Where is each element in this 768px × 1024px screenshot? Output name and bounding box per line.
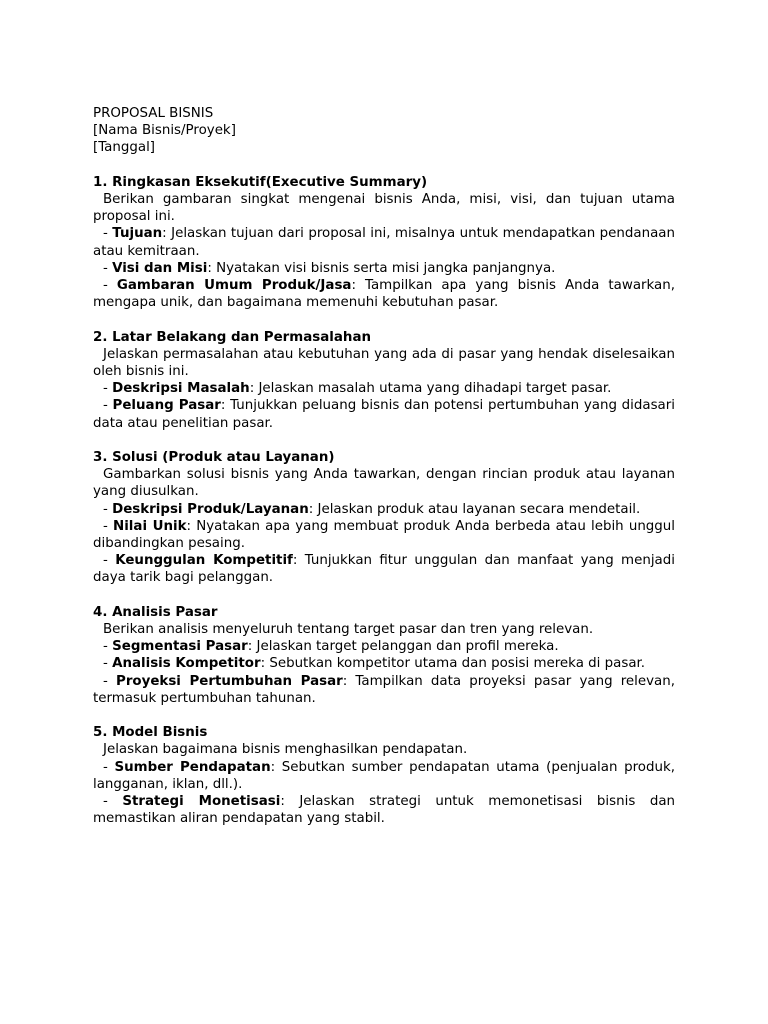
item-term: Sumber Pendapatan [114, 759, 271, 775]
item-term: Visi dan Misi [112, 260, 208, 276]
section-title: 2. Latar Belakang dan Permasalahan [93, 329, 372, 345]
item-term: Deskripsi Produk/Layanan [112, 501, 309, 517]
list-item: - Deskripsi Produk/Layanan: Jelaskan produk atau layanan secara mendetail. [103, 501, 641, 517]
section-intro: Gambarkan solusi bisnis yang Anda tawarkan, dengan rincian produk atau layanan yang diusulkan. [93, 467, 675, 500]
section-intro: Berikan analisis menyeluruh tentang target pasar dan tren yang relevan. [103, 622, 594, 638]
item-text: : Jelaskan produk atau layanan secara mendetail. [308, 501, 641, 517]
section-title: 5. Model Bisnis [93, 725, 208, 741]
list-item: - Analisis Kompetitor: Sebutkan kompetitor utama dan posisi mereka di pasar. [103, 656, 646, 672]
list-item: - Nilai Unik: Nyatakan apa yang membuat produk Anda berbeda atau lebih unggul dibandingkan pesaing. [93, 518, 676, 552]
item-text: : Jelaskan tujuan dari proposal ini, misalnya untuk mendapatkan pendanaan atau kemitraan. [93, 226, 675, 259]
item-term: Gambaran Umum Produk/Jasa [116, 278, 352, 294]
item-term: Nilai Unik [113, 518, 187, 534]
section-executive-summary [93, 174, 675, 312]
item-term: Proyeksi Pertumbuhan Pasar [116, 673, 343, 689]
item-text: : Jelaskan masalah utama yang dihadapi target pasar. [249, 381, 612, 397]
item-term: Peluang Pasar [112, 398, 221, 414]
section-intro: Jelaskan permasalahan atau kebutuhan yang ada di pasar yang hendak diselesaikan oleh bisnis ini. [93, 346, 675, 380]
list-item: - Keunggulan Kompetitif: Tunjukkan fitur unggulan dan manfaat yang menjadi daya tarik bagi pelanggan. [93, 553, 675, 586]
item-term: Keunggulan Kompetitif [115, 553, 293, 569]
item-text: : Jelaskan target pelanggan dan profil mereka. [247, 639, 559, 655]
item-term: Strategi Monetisasi [122, 794, 281, 810]
section-title: 4. Analisis Pasar [93, 604, 218, 620]
section-intro: Berikan gambaran singkat mengenai bisnis Anda, misi, visi, dan tujuan utama proposal ini. [93, 192, 675, 225]
item-term: Analisis Kompetitor [112, 656, 261, 672]
section-intro: Jelaskan bagaimana bisnis menghasilkan pendapatan. [103, 742, 468, 758]
section-business-model [93, 724, 675, 827]
list-item: - Deskripsi Masalah: Jelaskan masalah utama yang dihadapi target pasar. [103, 381, 612, 397]
item-text: : Sebutkan kompetitor utama dan posisi mereka di pasar. [260, 656, 646, 672]
date-placeholder: [Tanggal] [93, 140, 156, 156]
list-item: - Tujuan: Jelaskan tujuan dari proposal ini, misalnya untuk mendapatkan pendanaan atau kemitraan. [93, 226, 675, 259]
item-text: : Tunjukkan peluang bisnis dan potensi pertumbuhan yang didasari data atau penelitian pasar. [93, 398, 675, 431]
document-content [93, 105, 675, 827]
item-text: : Nyatakan apa yang membuat produk Anda berbeda atau lebih unggul dibandingkan pesaing. [93, 518, 676, 552]
list-item: - Segmentasi Pasar: Jelaskan target pelanggan dan profil mereka. [103, 639, 559, 655]
list-item: - Visi dan Misi: Nyatakan visi bisnis serta misi jangka panjangnya. [103, 260, 556, 276]
item-term: Tujuan [112, 226, 163, 242]
item-text: : Nyatakan visi bisnis serta misi jangka panjangnya. [207, 260, 556, 276]
section-title: 1. Ringkasan Eksekutif(Executive Summary) [93, 174, 428, 190]
item-text: : Tampilkan apa yang bisnis Anda tawarkan, mengapa unik, dan bagaimana memenuhi kebutuhan pasar. [93, 278, 675, 311]
section-background-problems [93, 329, 675, 432]
section-title: 3. Solusi (Produk atau Layanan) [93, 450, 335, 466]
item-text: : Tunjukkan fitur unggulan dan manfaat yang menjadi daya tarik bagi pelanggan. [93, 553, 675, 586]
document-title: PROPOSAL BISNIS [93, 106, 214, 121]
item-text: : Jelaskan strategi untuk memonetisasi bisnis dan memastikan aliran pendapatan yang stabil. [93, 794, 676, 827]
section-market-analysis [93, 604, 675, 707]
section-solution [93, 449, 675, 587]
item-term: Deskripsi Masalah [112, 381, 250, 397]
list-item: - Peluang Pasar: Tunjukkan peluang bisnis dan potensi pertumbuhan yang didasari data atau penelitian pasar. [93, 398, 675, 431]
item-text: : Tampilkan data proyeksi pasar yang relevan, termasuk pertumbuhan tahunan. [93, 673, 676, 706]
list-item: - Sumber Pendapatan: Sebutkan sumber pendapatan utama (penjualan produk, langganan, iklan, dll.). [93, 759, 675, 792]
item-text: : Sebutkan sumber pendapatan utama (penjualan produk, langganan, iklan, dll.). [93, 759, 675, 792]
item-term: Segmentasi Pasar [112, 639, 248, 655]
list-item: - Proyeksi Pertumbuhan Pasar: Tampilkan data proyeksi pasar yang relevan, termasuk pertumbuhan tahunan. [93, 673, 676, 706]
list-item: - Strategi Monetisasi: Jelaskan strategi untuk memonetisasi bisnis dan memastikan aliran pendapatan yang stabil. [93, 794, 676, 827]
list-item: - Gambaran Umum Produk/Jasa: Tampilkan apa yang bisnis Anda tawarkan, mengapa unik, dan bagaimana memenuhi kebutuhan pasar. [93, 278, 675, 311]
business-name-placeholder: [Nama Bisnis/Proyek] [93, 123, 236, 139]
